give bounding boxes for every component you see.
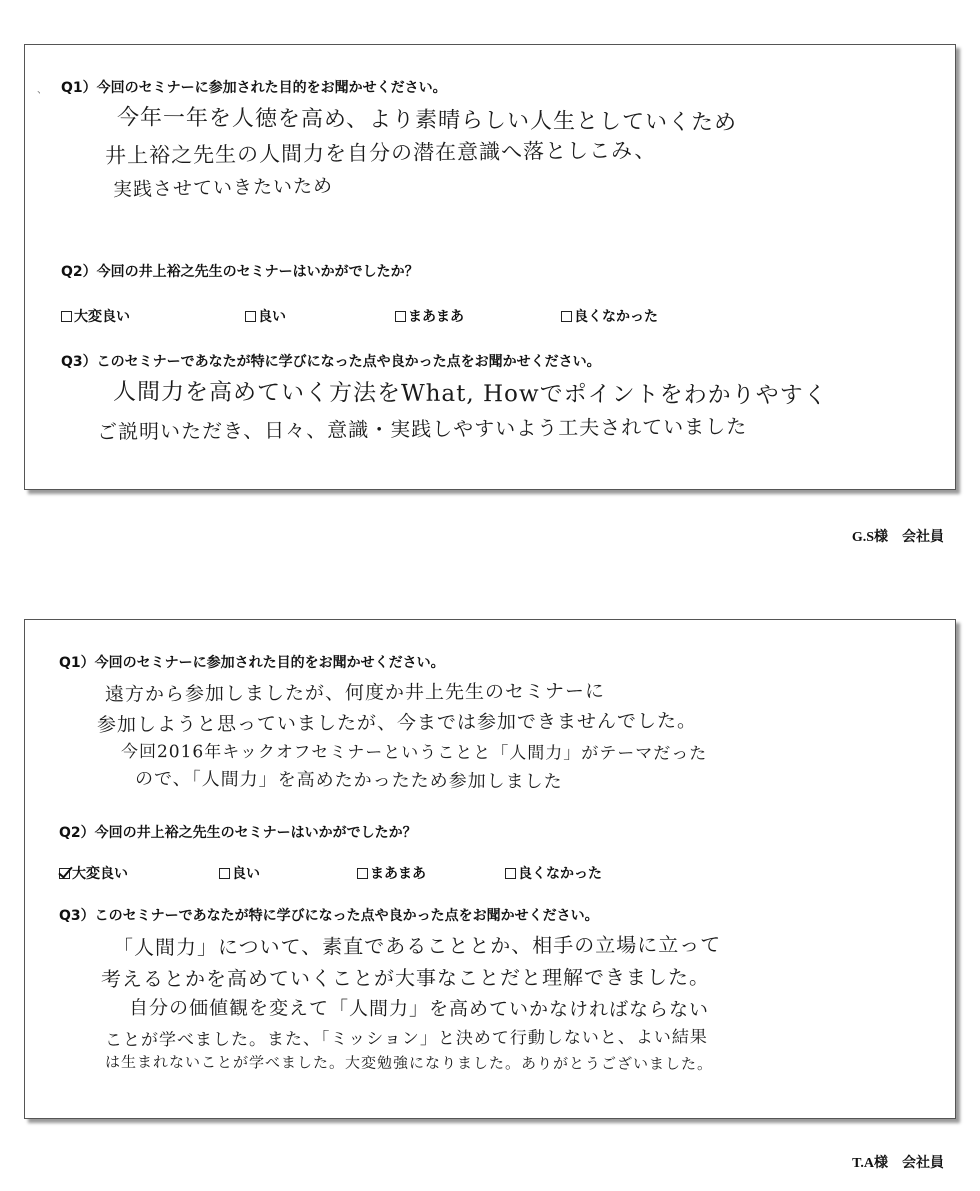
answer-3-line: 「人間力」について、素直であることとか、相手の立場に立って [112, 932, 722, 960]
answer-1-line: 今年一年を人徳を高め、より素晴らしい人生としていくため [116, 105, 738, 136]
option-label: まあまあ [370, 866, 426, 882]
option-so-so[interactable] [395, 306, 464, 326]
scan-mark: 、 [37, 85, 47, 96]
respondent-caption: T.A様 会社員 [852, 1156, 944, 1171]
option-good[interactable] [219, 863, 260, 883]
rating-options [59, 863, 939, 883]
questionnaire-card-1 [24, 44, 956, 490]
checkbox[interactable] [245, 311, 256, 322]
answer-1-line: 遠方から参加しましたが、何度か井上先生のセミナーに [104, 680, 606, 706]
rating-options [61, 306, 941, 326]
option-good[interactable] [245, 306, 286, 326]
option-not-good[interactable] [561, 306, 658, 326]
question-1: Q1）今回のセミナーに参加された目的をお聞かせください。 [59, 655, 445, 671]
respondent-caption: G.S様 会社員 [851, 530, 944, 545]
answer-3-line: 自分の価値観を変えて「人間力」を高めていかなければならない [128, 996, 710, 1022]
questionnaire-card-2 [24, 619, 956, 1119]
question-1: Q1）今回のセミナーに参加された目的をお聞かせください。 [61, 80, 447, 96]
option-label: 大変良い [74, 309, 130, 325]
option-very-good[interactable] [61, 306, 130, 326]
checkbox[interactable] [505, 868, 516, 879]
option-label: 良くなかった [574, 309, 658, 325]
answer-3-line: 人間力を高めていく方法をWhat, Howでポイントをわかりやすく [112, 379, 828, 409]
answer-1-line: 参加しようと思っていましたが、今までは参加できませんでした。 [96, 709, 698, 737]
option-very-good[interactable] [59, 863, 128, 883]
option-label: まあまあ [408, 309, 464, 325]
option-label: 大変良い [72, 866, 128, 882]
option-label: 良い [232, 866, 260, 882]
option-so-so[interactable] [357, 863, 426, 883]
answer-3-line: 考えるとかを高めていくことが大事なことだと理解できました。 [100, 964, 711, 992]
checkbox[interactable] [561, 311, 572, 322]
checkbox[interactable] [395, 311, 406, 322]
answer-3-line: ことが学べました。また、「ミッション」と決めて行動しないと、よい結果 [104, 1027, 708, 1051]
answer-1-line: ので、「人間力」を高めたかったため参加しました [134, 768, 563, 793]
option-label: 良い [258, 309, 286, 325]
question-2: Q2）今回の井上裕之先生のセミナーはいかがでしたか？ [61, 264, 419, 280]
answer-1-line: 井上裕之先生の人間力を自分の潜在意識へ落としこみ、 [104, 138, 657, 168]
checkbox[interactable] [61, 311, 72, 322]
question-3: Q3）このセミナーであなたが特に学びになった点や良かった点をお聞かせください。 [61, 354, 601, 370]
option-label: 良くなかった [518, 866, 602, 882]
answer-1-line: 実践させていきたいため [112, 175, 334, 201]
checkbox[interactable] [219, 868, 230, 879]
checkbox[interactable] [357, 868, 368, 879]
checkbox-checked[interactable] [59, 868, 70, 879]
option-not-good[interactable] [505, 863, 602, 883]
answer-3-line: ご説明いただき、日々、意識・実践しやすいよう工夫されていました [96, 414, 748, 444]
question-2: Q2）今回の井上裕之先生のセミナーはいかがでしたか？ [59, 825, 417, 841]
question-3: Q3）このセミナーであなたが特に学びになった点や良かった点をお聞かせください。 [59, 908, 599, 924]
answer-1-line: 今回2016年キックオフセミナーということと「人間力」がテーマだった [120, 741, 708, 765]
answer-3-line: は生まれないことが学べました。大変勉強になりました。ありがとうございました。 [104, 1052, 714, 1074]
